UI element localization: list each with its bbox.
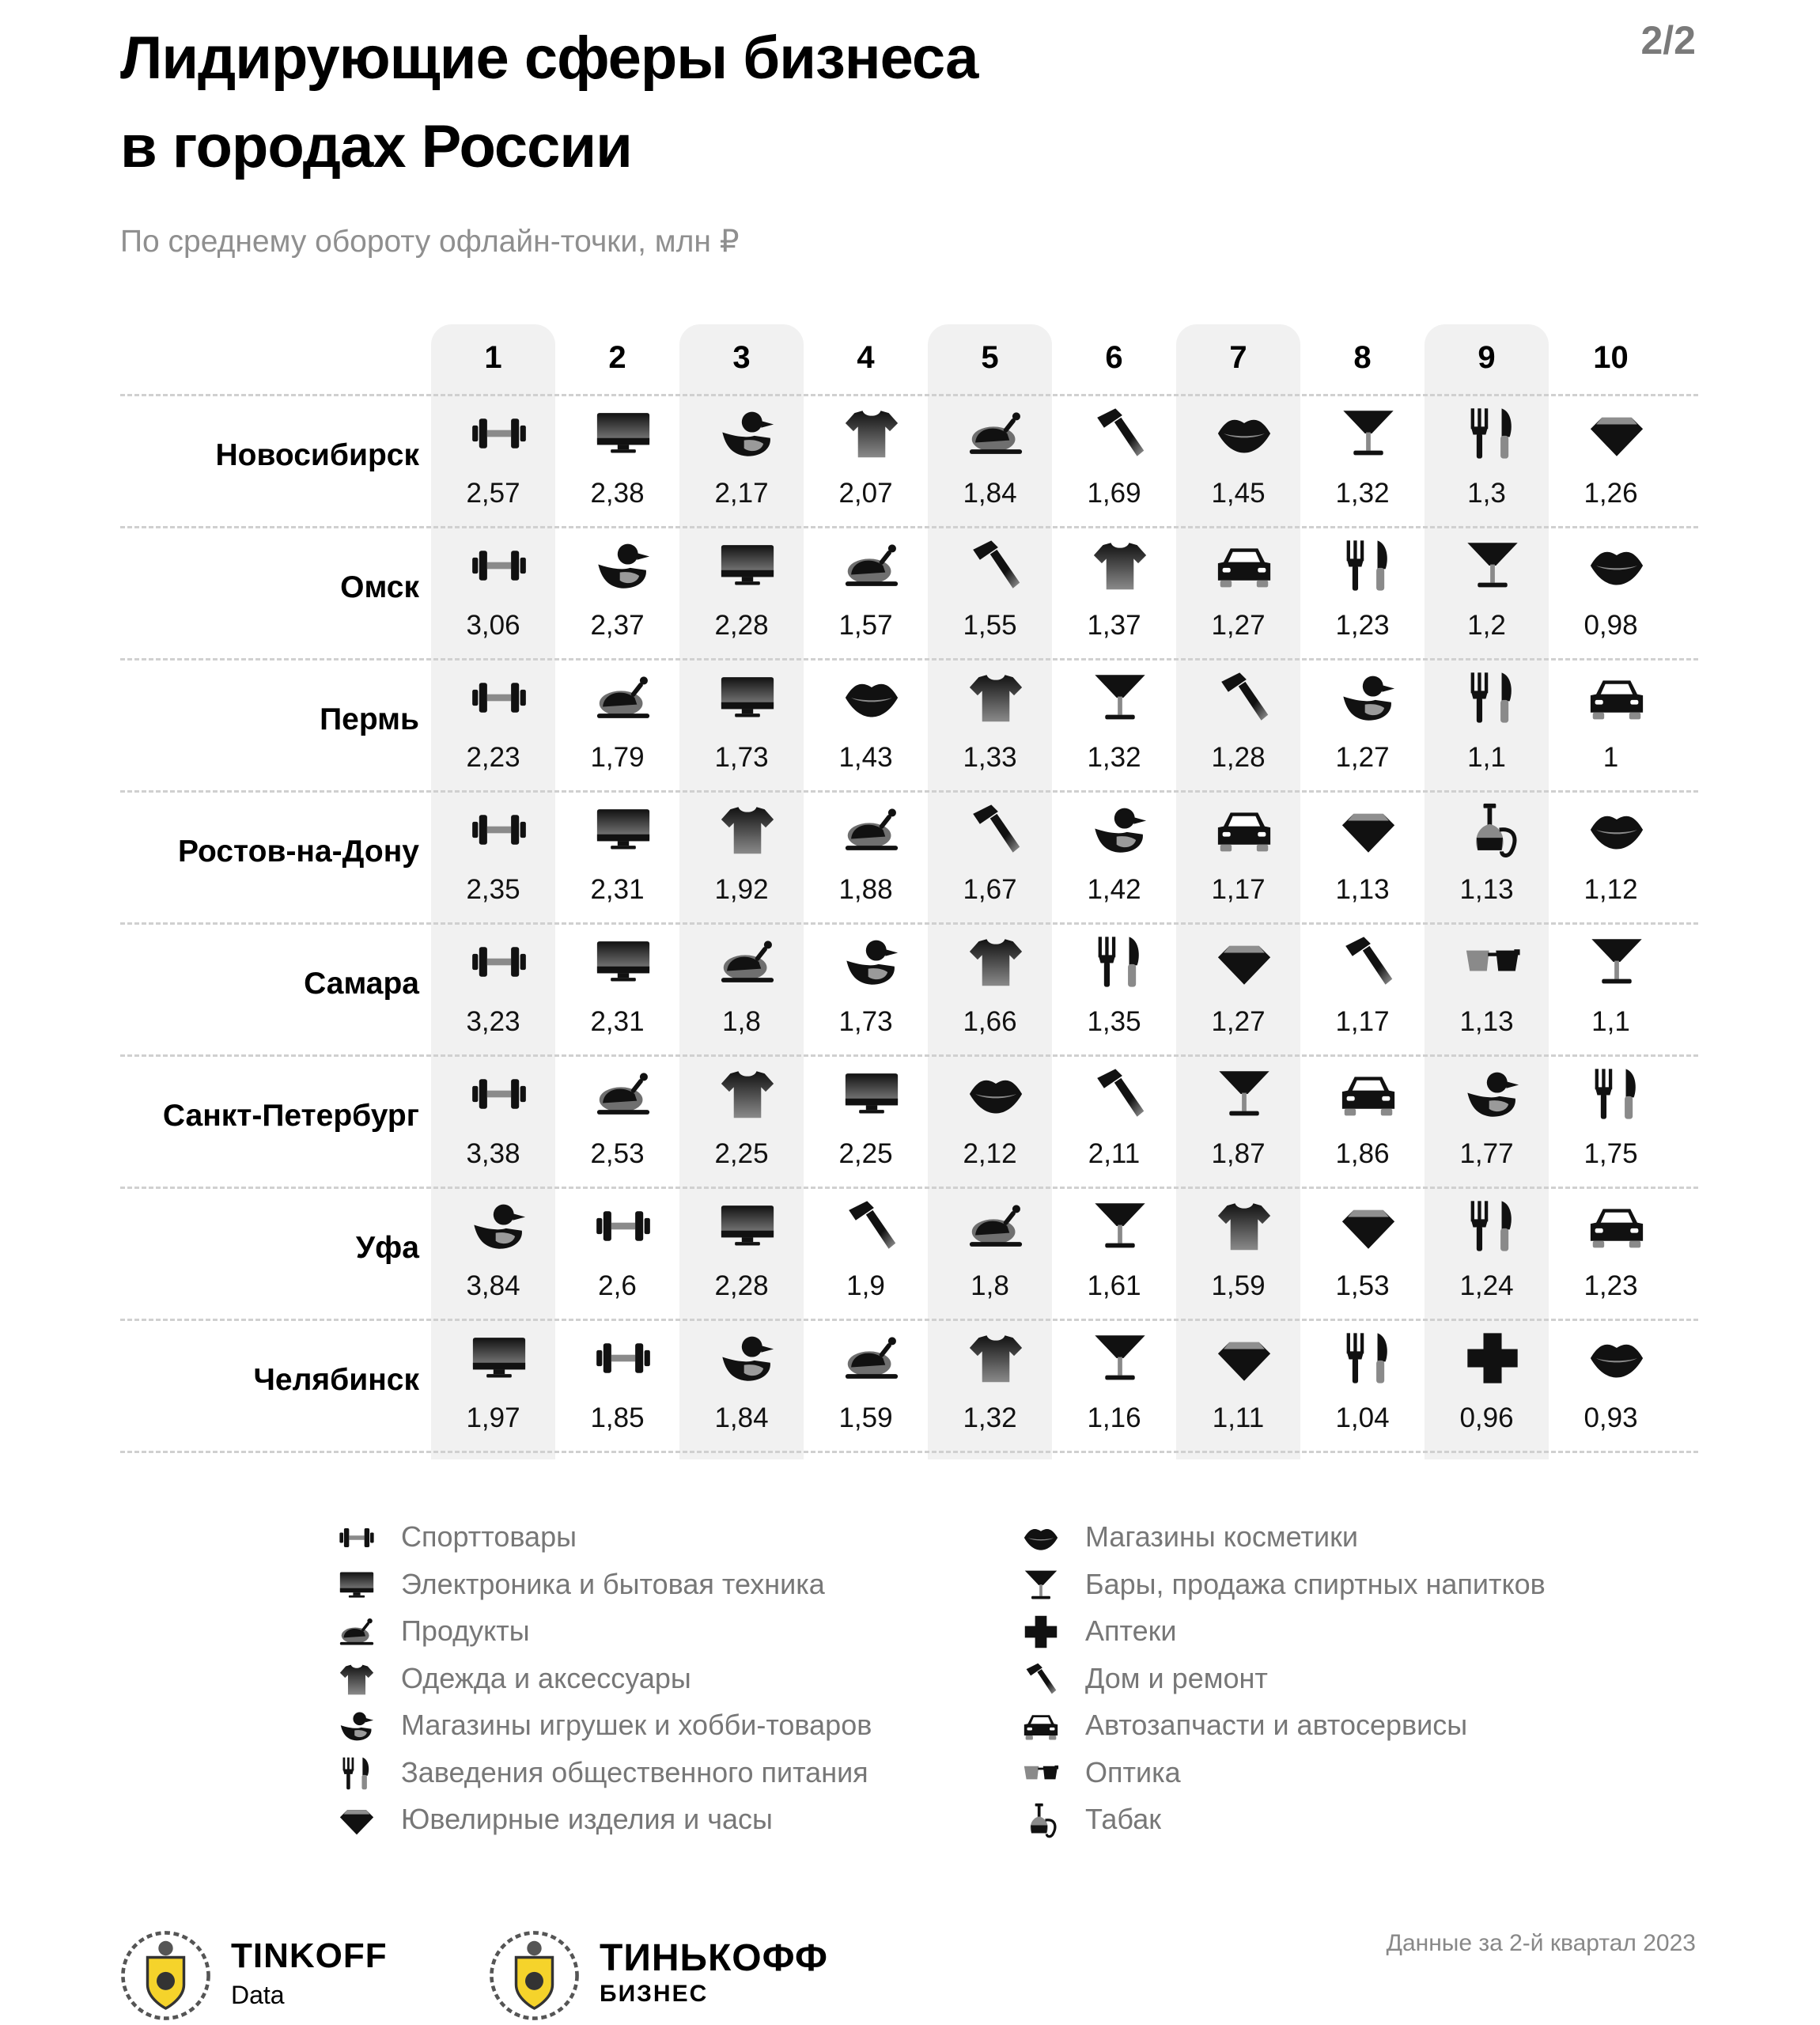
turnover-value: 2,07	[838, 478, 893, 509]
dumbbell-icon	[471, 933, 528, 990]
rank-cell	[1052, 526, 1176, 659]
monitor-icon	[719, 669, 776, 726]
rank-header: 8	[1353, 340, 1372, 375]
dumbbell-icon	[471, 537, 528, 594]
turnover-value: 1,75	[1584, 1138, 1638, 1169]
tshirt-icon	[843, 405, 900, 462]
turnover-value: 1,59	[838, 1402, 893, 1433]
turnover-value: 1,16	[1087, 1402, 1141, 1433]
lips-icon	[967, 1065, 1024, 1122]
city-label: Пермь	[320, 702, 419, 736]
dumbbell-icon	[471, 669, 528, 726]
city-label: Челябинск	[253, 1363, 419, 1397]
rank-cell	[431, 1187, 555, 1319]
turnover-value: 1,26	[1584, 478, 1638, 509]
rank-cell	[555, 1187, 679, 1319]
monitor-icon	[595, 933, 652, 990]
hammer-icon	[967, 801, 1024, 858]
dumbbell-icon	[595, 1198, 652, 1255]
rank-cell	[431, 394, 555, 527]
rank-cell	[1052, 658, 1176, 791]
monitor-icon	[595, 405, 652, 462]
logo-name: ТИНЬКОФФ	[600, 1937, 828, 1979]
medical-cross-icon	[1464, 1330, 1521, 1387]
rank-cell	[1052, 922, 1176, 1055]
legend-label: Электроника и бытовая техника	[401, 1567, 825, 1600]
turnover-value: 1,24	[1459, 1270, 1514, 1301]
turnover-value: 1,11	[1212, 1402, 1265, 1433]
rank-cell	[1300, 922, 1425, 1055]
lips-icon	[1020, 1520, 1061, 1556]
rank-cell	[679, 1054, 804, 1187]
car-icon	[1216, 537, 1273, 594]
rubber-duck-icon	[1464, 1065, 1521, 1122]
cocktail-glass-icon	[1092, 1198, 1148, 1255]
turnover-value: 0,98	[1584, 610, 1638, 641]
turnover-value: 2,53	[590, 1138, 645, 1169]
turnover-value: 1,13	[1335, 874, 1390, 905]
legend-label: Табак	[1085, 1803, 1161, 1835]
rank-cell	[1176, 658, 1300, 791]
rank-cell	[1425, 790, 1549, 923]
rank-cell	[804, 1187, 928, 1319]
legend-label: Спорттовары	[401, 1520, 577, 1553]
turnover-value: 1,59	[1211, 1270, 1266, 1301]
turnover-value: 1,77	[1459, 1138, 1514, 1169]
rank-cell	[1176, 1054, 1300, 1187]
diamond-icon	[1216, 933, 1273, 990]
turnover-value: 1,55	[963, 610, 1017, 641]
rank-cell	[1176, 1319, 1300, 1452]
diamond-icon	[1588, 405, 1645, 462]
rank-cell	[928, 526, 1052, 659]
legend-label: Бары, продажа спиртных напитков	[1085, 1567, 1546, 1600]
turnover-value: 1,13	[1459, 1006, 1514, 1037]
legend-label: Одежда и аксессуары	[401, 1661, 691, 1694]
ranking-table	[120, 324, 1698, 1459]
rank-cell	[1549, 526, 1673, 659]
turnover-value: 3,23	[466, 1006, 520, 1037]
tshirt-icon	[719, 801, 776, 858]
turnover-value: 1,73	[838, 1006, 893, 1037]
lips-icon	[843, 669, 900, 726]
rank-header: 3	[732, 340, 751, 375]
turnover-value: 1,2	[1467, 610, 1506, 641]
car-icon	[1340, 1065, 1397, 1122]
lips-icon	[1588, 801, 1645, 858]
rank-cell	[555, 394, 679, 527]
rank-cell	[555, 658, 679, 791]
rank-cell	[928, 394, 1052, 527]
rank-cell	[804, 394, 928, 527]
car-icon	[1588, 669, 1645, 726]
rank-cell	[1549, 394, 1673, 527]
car-icon	[1020, 1708, 1061, 1744]
legend-label: Магазины игрушек и хобби-товаров	[401, 1709, 872, 1741]
turnover-value: 2,31	[590, 1006, 645, 1037]
turnover-value: 1	[1602, 742, 1619, 773]
rank-header: 5	[981, 340, 999, 375]
monitor-icon	[471, 1330, 528, 1387]
turnover-value: 1,23	[1584, 1270, 1638, 1301]
turnover-value: 2,35	[466, 874, 520, 905]
rank-cell	[679, 922, 804, 1055]
rank-cell	[431, 1054, 555, 1187]
logo-sub: Data	[231, 1981, 285, 2009]
cocktail-glass-icon	[1092, 1330, 1148, 1387]
rank-header: 4	[857, 340, 875, 375]
turnover-value: 2,6	[598, 1270, 637, 1301]
legend-label: Оптика	[1085, 1755, 1181, 1788]
turnover-value: 1,43	[838, 742, 893, 773]
rank-cell	[679, 658, 804, 791]
legend-label: Дом и ремонт	[1085, 1661, 1268, 1694]
turnover-value: 2,23	[466, 742, 520, 773]
turnover-value: 1,27	[1211, 610, 1266, 641]
rank-cell	[1176, 790, 1300, 923]
turnover-value: 1,73	[714, 742, 769, 773]
roast-chicken-icon	[719, 933, 776, 990]
glasses-icon	[1020, 1755, 1061, 1792]
rank-cell	[928, 922, 1052, 1055]
turnover-value: 1,9	[846, 1270, 885, 1301]
diamond-icon	[1216, 1330, 1273, 1387]
city-label: Самара	[304, 967, 419, 1001]
tshirt-icon	[967, 669, 1024, 726]
rank-header: 6	[1105, 340, 1123, 375]
rank-cell	[1052, 1187, 1176, 1319]
turnover-value: 1,92	[714, 874, 769, 905]
city-label: Ростов-на-Дону	[178, 835, 419, 869]
roast-chicken-icon	[595, 669, 652, 726]
rank-cell	[1300, 1054, 1425, 1187]
cocktail-glass-icon	[1464, 537, 1521, 594]
rank-cell	[1300, 394, 1425, 527]
rank-cell	[804, 1054, 928, 1187]
rank-cell	[679, 394, 804, 527]
rank-cell	[555, 1319, 679, 1452]
turnover-value: 1,66	[963, 1006, 1017, 1037]
turnover-value: 2,38	[590, 478, 645, 509]
tshirt-icon	[1216, 1198, 1273, 1255]
turnover-value: 1,67	[963, 874, 1017, 905]
turnover-value: 1,27	[1211, 1006, 1266, 1037]
monitor-icon	[719, 537, 776, 594]
turnover-value: 2,12	[963, 1138, 1017, 1169]
turnover-value: 2,57	[466, 478, 520, 509]
rank-cell	[679, 1319, 804, 1452]
rank-cell	[804, 658, 928, 791]
turnover-value: 1,85	[590, 1402, 645, 1433]
turnover-value: 2,37	[590, 610, 645, 641]
hammer-icon	[1092, 1065, 1148, 1122]
rank-cell	[431, 1319, 555, 1452]
page-indicator: 2/2	[1640, 18, 1696, 62]
diamond-icon	[1340, 1198, 1397, 1255]
turnover-value: 1,3	[1467, 478, 1506, 509]
rank-cell	[431, 658, 555, 791]
rank-cell	[804, 922, 928, 1055]
fork-knife-icon	[1464, 405, 1521, 462]
diamond-icon	[336, 1802, 377, 1838]
city-label: Новосибирск	[215, 438, 419, 472]
turnover-value: 1,27	[1335, 742, 1390, 773]
hookah-icon	[1020, 1802, 1061, 1838]
rank-cell	[1176, 526, 1300, 659]
rubber-duck-icon	[719, 1330, 776, 1387]
rank-cell	[431, 790, 555, 923]
roast-chicken-icon	[967, 1198, 1024, 1255]
rank-cell	[1052, 790, 1176, 923]
cocktail-glass-icon	[1092, 669, 1148, 726]
rubber-duck-icon	[336, 1708, 377, 1744]
data-period-note: Данные за 2-й квартал 2023	[1386, 1930, 1696, 1956]
cocktail-glass-icon	[1340, 405, 1397, 462]
rank-cell	[1549, 1187, 1673, 1319]
hookah-icon	[1464, 801, 1521, 858]
hammer-icon	[1092, 405, 1148, 462]
rank-cell	[1549, 922, 1673, 1055]
dumbbell-icon	[595, 1330, 652, 1387]
roast-chicken-icon	[843, 801, 900, 858]
roast-chicken-icon	[843, 537, 900, 594]
rank-cell	[1176, 1187, 1300, 1319]
monitor-icon	[719, 1198, 776, 1255]
monitor-icon	[336, 1567, 377, 1603]
rank-cell	[1549, 790, 1673, 923]
rubber-duck-icon	[595, 537, 652, 594]
turnover-value: 1,32	[1087, 742, 1141, 773]
dumbbell-icon	[471, 801, 528, 858]
tshirt-icon	[719, 1065, 776, 1122]
turnover-value: 2,25	[838, 1138, 893, 1169]
roast-chicken-icon	[843, 1330, 900, 1387]
rank-cell	[1176, 922, 1300, 1055]
rank-cell	[928, 1187, 1052, 1319]
turnover-value: 1,61	[1087, 1270, 1141, 1301]
page-title	[120, 14, 978, 191]
logo-sub: БИЗНЕС	[600, 1981, 709, 2007]
turnover-value: 1,88	[838, 874, 893, 905]
turnover-value: 1,45	[1211, 478, 1266, 509]
rubber-duck-icon	[471, 1198, 528, 1255]
tshirt-icon	[967, 1330, 1024, 1387]
rank-cell	[1300, 526, 1425, 659]
hammer-icon	[1020, 1661, 1061, 1698]
turnover-value: 1,32	[963, 1402, 1017, 1433]
legend-label: Ювелирные изделия и часы	[401, 1803, 773, 1835]
turnover-value: 2,31	[590, 874, 645, 905]
turnover-value: 1,23	[1335, 610, 1390, 641]
turnover-value: 1,1	[1467, 742, 1506, 773]
turnover-value: 1,8	[971, 1270, 1009, 1301]
turnover-value: 2,11	[1088, 1138, 1141, 1169]
fork-knife-icon	[1588, 1065, 1645, 1122]
turnover-value: 1,84	[714, 1402, 769, 1433]
turnover-value: 1,28	[1211, 742, 1266, 773]
medical-cross-icon	[1020, 1614, 1061, 1650]
glasses-icon	[1464, 933, 1521, 990]
rank-cell	[1425, 526, 1549, 659]
turnover-value: 1,86	[1335, 1138, 1390, 1169]
dumbbell-icon	[336, 1520, 377, 1556]
fork-knife-icon	[1464, 669, 1521, 726]
rank-cell	[804, 1319, 928, 1452]
rank-cell	[1052, 394, 1176, 527]
rank-header: 7	[1229, 340, 1247, 375]
rank-cell	[1425, 658, 1549, 791]
legend-label: Аптеки	[1085, 1614, 1177, 1647]
logo-name: TINKOFF	[231, 1936, 388, 1975]
diamond-icon	[1340, 801, 1397, 858]
roast-chicken-icon	[967, 405, 1024, 462]
tshirt-icon	[1092, 537, 1148, 594]
legend-label: Магазины косметики	[1085, 1520, 1358, 1553]
lips-icon	[1588, 537, 1645, 594]
turnover-value: 2,28	[714, 610, 769, 641]
turnover-value: 3,06	[466, 610, 520, 641]
rank-cell	[1425, 394, 1549, 527]
turnover-value: 1,13	[1459, 874, 1514, 905]
city-label: Омск	[340, 570, 419, 604]
rank-cell	[555, 1054, 679, 1187]
rubber-duck-icon	[1340, 669, 1397, 726]
rubber-duck-icon	[843, 933, 900, 990]
dumbbell-icon	[471, 1065, 528, 1122]
turnover-value: 1,42	[1087, 874, 1141, 905]
turnover-value: 1,17	[1211, 874, 1266, 905]
legend-label: Продукты	[401, 1614, 530, 1647]
legend-label: Автозапчасти и автосервисы	[1085, 1709, 1468, 1741]
rank-cell	[804, 526, 928, 659]
rank-cell	[928, 1054, 1052, 1187]
turnover-value: 1,12	[1584, 874, 1638, 905]
rank-cell	[555, 526, 679, 659]
rank-cell	[1300, 790, 1425, 923]
rank-cell	[928, 1319, 1052, 1452]
turnover-value: 1,04	[1335, 1402, 1390, 1433]
turnover-value: 2,17	[714, 478, 769, 509]
monitor-icon	[595, 801, 652, 858]
rank-cell	[1052, 1319, 1176, 1452]
roast-chicken-icon	[336, 1614, 377, 1650]
turnover-value: 1,17	[1335, 1006, 1390, 1037]
legend-label: Заведения общественного питания	[401, 1755, 868, 1788]
rank-cell	[1425, 922, 1549, 1055]
chart-subtitle: По среднему обороту офлайн-точки, млн ₽	[120, 225, 740, 259]
turnover-value: 2,25	[714, 1138, 769, 1169]
rank-cell	[1052, 1054, 1176, 1187]
cocktail-glass-icon	[1216, 1065, 1273, 1122]
rank-header: 9	[1478, 340, 1496, 375]
rank-cell	[928, 790, 1052, 923]
rank-cell	[555, 790, 679, 923]
rank-cell	[431, 922, 555, 1055]
tshirt-icon	[967, 933, 1024, 990]
rubber-duck-icon	[1092, 801, 1148, 858]
fork-knife-icon	[336, 1755, 377, 1792]
turnover-value: 1,69	[1087, 478, 1141, 509]
cocktail-glass-icon	[1588, 933, 1645, 990]
turnover-value: 1,79	[590, 742, 645, 773]
turnover-value: 1,8	[722, 1006, 761, 1037]
car-icon	[1588, 1198, 1645, 1255]
hammer-icon	[843, 1198, 900, 1255]
rank-cell	[555, 922, 679, 1055]
turnover-value: 1,33	[963, 742, 1017, 773]
rank-cell	[1549, 658, 1673, 791]
rank-cell	[431, 526, 555, 659]
rank-cell	[1176, 394, 1300, 527]
turnover-value: 3,84	[466, 1270, 520, 1301]
turnover-value: 1,84	[963, 478, 1017, 509]
rank-cell	[928, 658, 1052, 791]
turnover-value: 0,93	[1584, 1402, 1638, 1433]
roast-chicken-icon	[595, 1065, 652, 1122]
fork-knife-icon	[1340, 537, 1397, 594]
turnover-value: 1,1	[1591, 1006, 1630, 1037]
turnover-value: 1,35	[1087, 1006, 1141, 1037]
rank-header: 1	[484, 340, 502, 375]
monitor-icon	[843, 1065, 900, 1122]
rank-cell	[804, 790, 928, 923]
hammer-icon	[967, 537, 1024, 594]
rank-header: 10	[1593, 340, 1629, 375]
rank-header: 2	[608, 340, 626, 375]
tshirt-icon	[336, 1661, 377, 1698]
dumbbell-icon	[471, 405, 528, 462]
fork-knife-icon	[1092, 933, 1148, 990]
rank-cell	[1425, 1319, 1549, 1452]
turnover-value: 3,38	[466, 1138, 520, 1169]
turnover-value: 1,97	[466, 1402, 520, 1433]
turnover-value: 1,37	[1087, 610, 1141, 641]
city-label: Санкт-Петербург	[162, 1099, 419, 1133]
title-line-1: Лидирующие сферы бизнеса	[120, 25, 978, 92]
rank-cell	[1549, 1054, 1673, 1187]
car-icon	[1216, 801, 1273, 858]
rank-cell	[679, 526, 804, 659]
rank-cell	[1549, 1319, 1673, 1452]
rank-cell	[1300, 1319, 1425, 1452]
rank-cell	[679, 1187, 804, 1319]
tinkoff-emblem-icon	[489, 1930, 580, 2021]
lips-icon	[1216, 405, 1273, 462]
title-line-2: в городах России	[120, 113, 632, 180]
hammer-icon	[1216, 669, 1273, 726]
turnover-value: 0,96	[1459, 1402, 1514, 1433]
rubber-duck-icon	[719, 405, 776, 462]
lips-icon	[1588, 1330, 1645, 1387]
fork-knife-icon	[1464, 1198, 1521, 1255]
turnover-value: 1,57	[838, 610, 893, 641]
rank-cell	[1425, 1054, 1549, 1187]
rank-cell	[1300, 658, 1425, 791]
cocktail-glass-icon	[1020, 1567, 1061, 1603]
hammer-icon	[1340, 933, 1397, 990]
rank-cell	[1425, 1187, 1549, 1319]
turnover-value: 1,32	[1335, 478, 1390, 509]
rank-cell	[679, 790, 804, 923]
city-label: Уфа	[355, 1231, 419, 1265]
turnover-value: 1,53	[1335, 1270, 1390, 1301]
fork-knife-icon	[1340, 1330, 1397, 1387]
turnover-value: 1,87	[1211, 1138, 1266, 1169]
tinkoff-emblem-icon	[120, 1930, 211, 2021]
turnover-value: 2,28	[714, 1270, 769, 1301]
rank-cell	[1300, 1187, 1425, 1319]
